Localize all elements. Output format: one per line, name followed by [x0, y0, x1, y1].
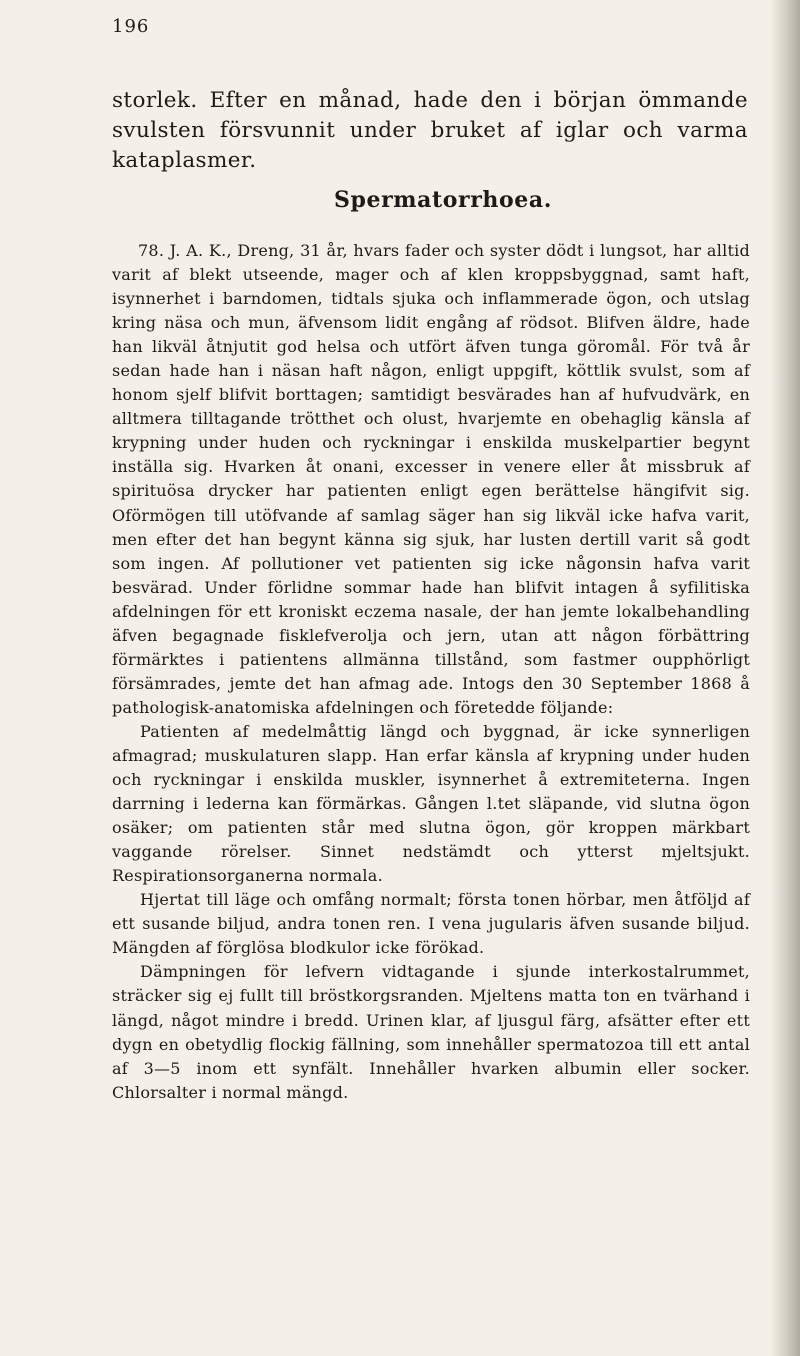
case-report: [112, 239, 750, 1105]
case-history-paragraph: 78. J. A. K., Dreng, 31 år, hvars fader och syster dödt i lungsot, har alltid varit af blekt utseende, mager och af klen kroppsbyggnad, samt haft, isynnerhet i barndomen, tidtals sjuka och inflammerade ögon, och utslag kring näsa och mun, äfvensom lidit engång af rödsot. Blifven äldre, hade han likväl åtnjutit god helsa och utfört äfven tunga göromål. För två år sedan hade han i näsan haft någon, enligt uppgift, köttlik svulst, som af honom sjelf blifvit borttagen; samtidigt besvärades han af hufvudvärk, en alltmera tilltagande trötthet och olust, hvarjemte en obehaglig känsla af krypning under huden och ryckningar i enskilda muskelpartier begynt inställa sig. Hvarken åt onani, excesser in venere eller åt missbruk af spirituösa drycker har patienten enligt egen berättelse hängifvit sig. Oförmögen till utöfvande af samlag säger han sig likväl icke hafva varit, men efter det han begynt känna sig sjuk, har lusten dertill varit så godt som ingen. Af pollutioner vet patienten sig icke någonsin hafva varit besvärad. Under förlidne sommar hade han blifvit intagen å syfilitiska afdelningen för ett kroniskt eczema nasale, der han jemte lokalbehandling äfven begagnade fisklefverolja och jern, utan att någon förbättring förmärktes i patientens allmänna tillstånd, som fastmer oupphörligt försämrades, jemte det han afmag ade. Intogs den 30 September 1868 å pathologisk-anatomiska afdelningen och företedde följande:: [112, 241, 750, 717]
heart-paragraph: Hjertat till läge och omfång normalt; första tonen hörbar, men åtföljd af ett susande biljud, andra tonen ren. I vena jugularis äfven susande biljud. Mängden af förglösa blodkulor icke förökad.: [112, 890, 750, 958]
section-heading: [0, 187, 800, 213]
lead-paragraph: storlek. Efter en månad, hade den i början ömmande svulsten försvunnit under bruket af iglar och varma kataplasmer.: [112, 88, 748, 173]
section-heading-text: Spermatorrhoea.: [334, 187, 552, 213]
page-number: 196: [112, 16, 150, 37]
examination-paragraph: Patienten af medelmåttig längd och byggnad, är icke synnerligen afmagrad; muskulaturen slapp. Han erfar känsla af krypning under huden och ryckningar i enskilda muskler, isynnerhet å extremiteterna. Ingen darrning i lederna kan förmärkas. Gången l.tet släpande, vid slutna ögon osäker; om patienten står med slutna ögon, gör kroppen märkbart vaggande rörelser. Sinnet nedstämdt och ytterst mjeltsjukt. Respirationsorganerna normala.: [112, 721, 750, 886]
organs-urine-paragraph: Dämpningen för lefvern vidtagande i sjunde interkostalrummet, sträcker sig ej fullt till bröstkorgsranden. Mjeltens matta ton en tvärhand i längd, något mindre i bredd. Urinen klar, af ljusgul färg, afsätter efter ett dygn en obetydlig flockig fällning, som innehåller spermatozoa till ett antal af 3—5 inom ett synfält. Innehåller hvarken albumin eller socker. Chlorsalter i normal mängd.: [112, 962, 750, 1102]
